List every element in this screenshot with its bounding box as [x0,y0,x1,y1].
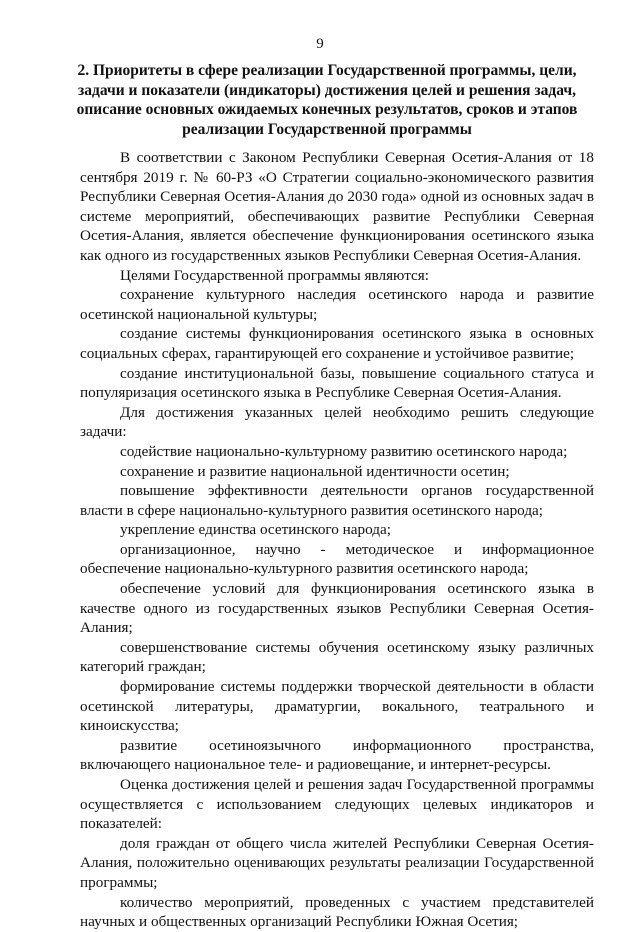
paragraph: Для достижения указанных целей необходимо решить следующие задачи: [80,403,594,441]
paragraph: создание институциональной базы, повышение социального статуса и популяризация осетинского языка в Республике Северная Осетия-Алания. [80,364,594,402]
paragraph: укрепление единства осетинского народа; [120,521,391,539]
paragraph: повышение эффективности деятельности органов государственной власти в сфере национально-культурного развития осетинского народа; [80,482,594,519]
paragraph: Оценка достижения целей и решения задач Государственной программы осуществляется с использованием следующих целевых индикаторов и показателей: [80,776,594,833]
paragraph: Целями Государственной программы являются: [120,266,429,284]
section-heading: 2. Приоритеты в сфере реализации Государственной программы, цели, задачи и показатели (индикаторы) достижения целей и решения задач, описание основных ожидаемых конечных результатов, сроков и этапов реализации Государственной программы [76,62,578,138]
paragraph: доля граждан от общего числа жителей Республики Северная Осетия-Алания, положительно оценивающих результаты реализации Государственной программы; [80,834,594,891]
paragraph: сохранение и развитие национальной идентичности осетин; [120,462,510,480]
paragraph: создание системы функционирования осетинского языка в основных социальных сферах, гарантирующей его сохранение и устойчивое развитие; [80,325,594,362]
body-text [80,148,594,932]
paragraph: обеспечение условий для функционирования осетинского языка в качестве одного из государственных языков Республики Северная Осетия-Алания; [80,580,594,637]
paragraph: развитие осетиноязычного информационного пространства, включающего национальное теле- и радиовещание, и интернет-ресурсы. [80,736,594,774]
paragraph: В соответствии с Законом Республики Северная Осетия-Алания от 18 сентября 2019 г. № 60-РЗ «О Стратегии социально-экономического развития Республики Северная Осетия-Алания до 2030 года» одной из основных задач в системе мероприятий, обеспечивающих развитие Республики Северная Осетия-Алания, является обеспечение функционирования осетинского языка как одного из государственных языков Республики Северная Осетия-Алания. [80,149,594,264]
page-number: 9 [316,36,324,52]
paragraph: организационное, научно - методическое и информационное обеспечение национально-культурного развития осетинского народа; [80,540,594,578]
paragraph: содействие национально-культурному развитию осетинского народа; [120,442,568,460]
paragraph: совершенствование системы обучения осетинскому языку различных категорий граждан; [80,638,594,676]
paragraph: сохранение культурного наследия осетинского народа и развитие осетинской национальной культуры; [80,286,594,323]
paragraph: формирование системы поддержки творческой деятельности в области осетинской литературы, драматургии, вокального, театрального и киноискусства; [80,678,594,735]
paragraph: количество мероприятий, проведенных с участием представителей научных и общественных организаций Республики Южная Осетия; [80,893,594,931]
